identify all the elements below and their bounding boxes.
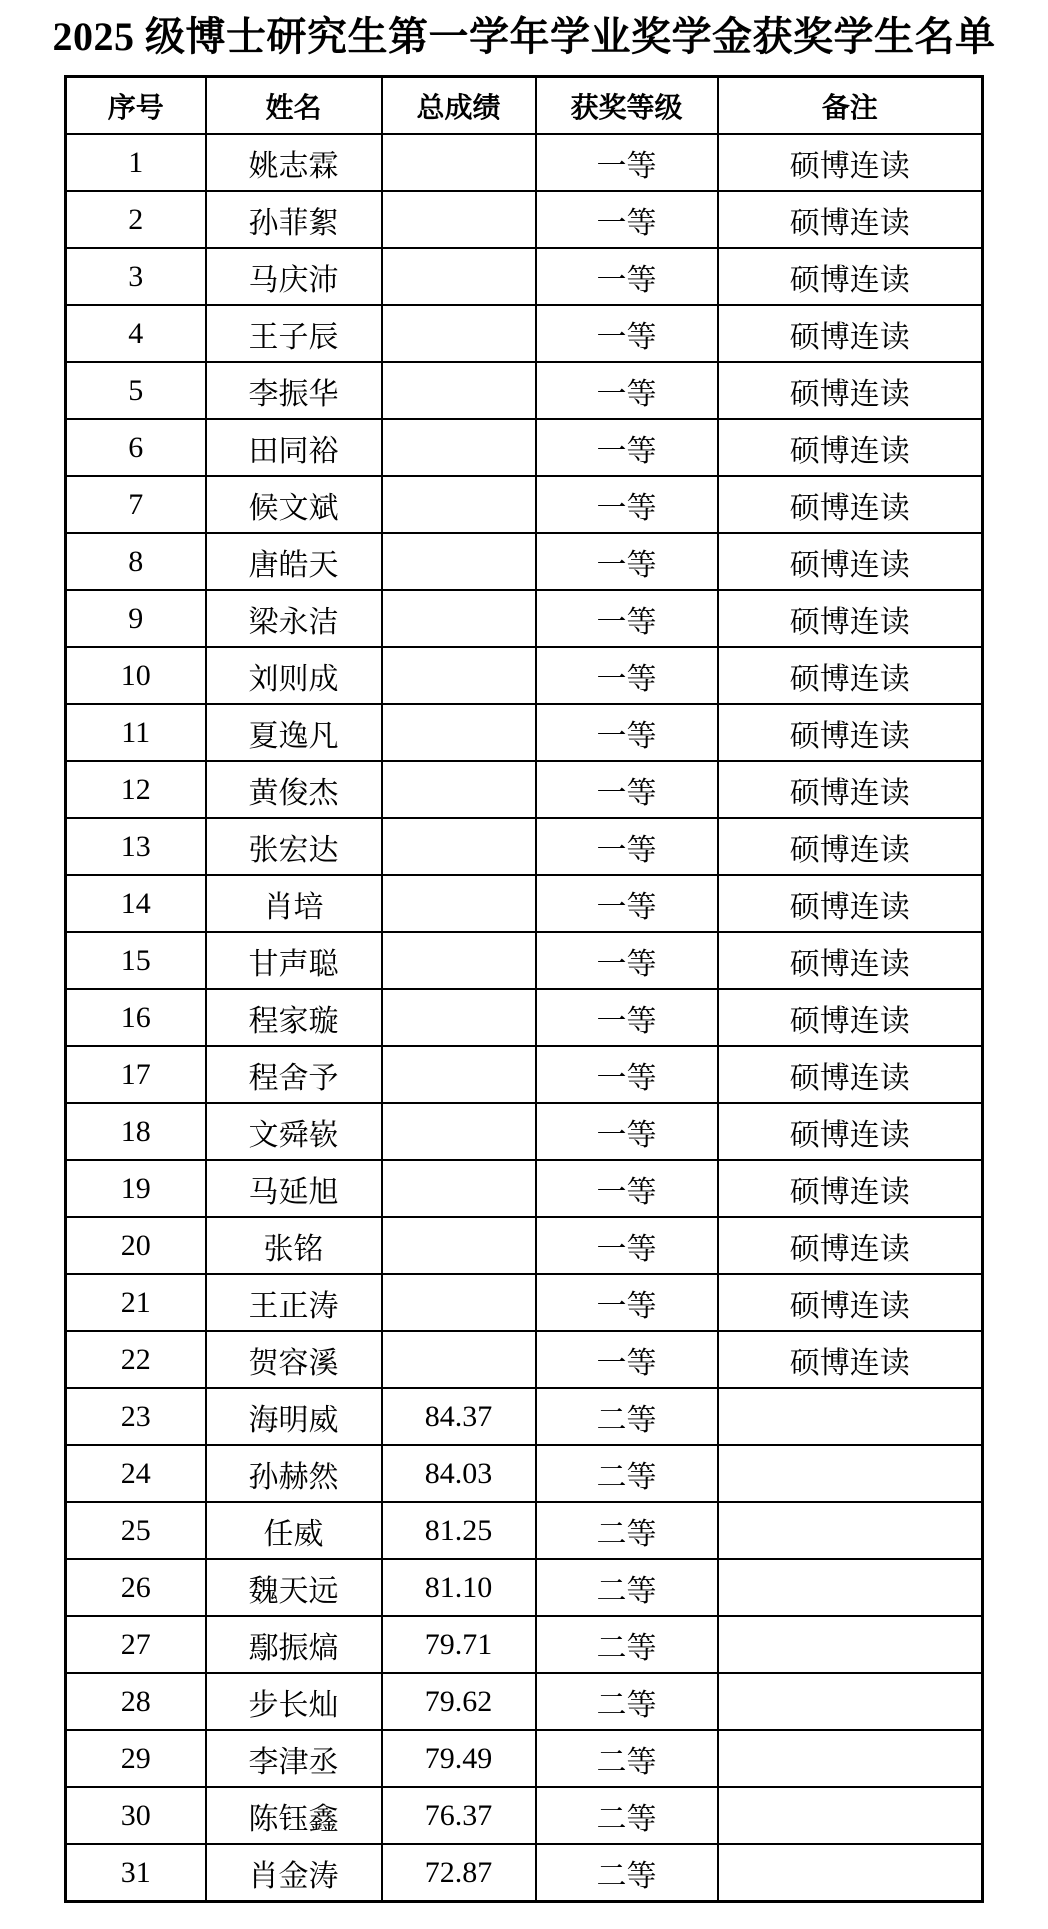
- cell-total-score: [382, 305, 536, 362]
- cell-remark: 硕博连读: [718, 1046, 983, 1103]
- table-row: [66, 1844, 983, 1902]
- cell-student-name: 王正涛: [206, 1274, 382, 1331]
- cell-total-score: 81.25: [382, 1502, 536, 1559]
- table-row: [66, 1559, 983, 1616]
- cell-award-level: 一等: [536, 590, 718, 647]
- cell-remark: 硕博连读: [718, 305, 983, 362]
- cell-total-score: [382, 818, 536, 875]
- cell-index: 2: [66, 191, 206, 248]
- cell-award-level: 二等: [536, 1730, 718, 1787]
- cell-student-name: 张铭: [206, 1217, 382, 1274]
- table-row: [66, 1388, 983, 1445]
- cell-index: 13: [66, 818, 206, 875]
- cell-remark: [718, 1559, 983, 1616]
- cell-student-name: 贺容溪: [206, 1331, 382, 1388]
- cell-remark: 硕博连读: [718, 419, 983, 476]
- cell-student-name: 李津丞: [206, 1730, 382, 1787]
- table-row: [66, 419, 983, 476]
- cell-student-name: 黄俊杰: [206, 761, 382, 818]
- table-row: [66, 1616, 983, 1673]
- cell-total-score: [382, 647, 536, 704]
- table-row: [66, 647, 983, 704]
- cell-student-name: 鄢振熇: [206, 1616, 382, 1673]
- cell-award-level: 一等: [536, 362, 718, 419]
- cell-total-score: [382, 932, 536, 989]
- cell-award-level: 一等: [536, 818, 718, 875]
- table-row: [66, 134, 983, 191]
- cell-student-name: 王子辰: [206, 305, 382, 362]
- cell-total-score: [382, 704, 536, 761]
- cell-student-name: 姚志霖: [206, 134, 382, 191]
- cell-award-level: 一等: [536, 419, 718, 476]
- cell-remark: [718, 1502, 983, 1559]
- cell-index: 4: [66, 305, 206, 362]
- table-body: [66, 134, 983, 1902]
- scholarship-award-table: [64, 75, 984, 1903]
- cell-award-level: 一等: [536, 1331, 718, 1388]
- cell-award-level: 一等: [536, 476, 718, 533]
- cell-remark: 硕博连读: [718, 875, 983, 932]
- cell-award-level: 二等: [536, 1787, 718, 1844]
- cell-student-name: 步长灿: [206, 1673, 382, 1730]
- cell-index: 21: [66, 1274, 206, 1331]
- cell-student-name: 田同裕: [206, 419, 382, 476]
- cell-award-level: 一等: [536, 1217, 718, 1274]
- cell-index: 3: [66, 248, 206, 305]
- cell-total-score: 76.37: [382, 1787, 536, 1844]
- table-row: [66, 533, 983, 590]
- cell-remark: 硕博连读: [718, 1160, 983, 1217]
- cell-award-level: 一等: [536, 248, 718, 305]
- cell-index: 6: [66, 419, 206, 476]
- cell-total-score: 79.71: [382, 1616, 536, 1673]
- table-row: [66, 1673, 983, 1730]
- cell-index: 8: [66, 533, 206, 590]
- cell-index: 1: [66, 134, 206, 191]
- cell-award-level: 二等: [536, 1388, 718, 1445]
- cell-remark: [718, 1787, 983, 1844]
- cell-student-name: 马庆沛: [206, 248, 382, 305]
- column-header: 序号: [66, 77, 206, 135]
- cell-total-score: [382, 590, 536, 647]
- cell-total-score: [382, 191, 536, 248]
- cell-student-name: 张宏达: [206, 818, 382, 875]
- table-row: [66, 1331, 983, 1388]
- cell-remark: 硕博连读: [718, 1331, 983, 1388]
- cell-remark: 硕博连读: [718, 704, 983, 761]
- cell-student-name: 候文斌: [206, 476, 382, 533]
- cell-award-level: 一等: [536, 134, 718, 191]
- header-row: [66, 77, 983, 135]
- cell-index: 26: [66, 1559, 206, 1616]
- cell-award-level: 一等: [536, 704, 718, 761]
- cell-student-name: 文舜嵚: [206, 1103, 382, 1160]
- cell-student-name: 任威: [206, 1502, 382, 1559]
- cell-award-level: 一等: [536, 647, 718, 704]
- table-row: [66, 989, 983, 1046]
- cell-remark: [718, 1445, 983, 1502]
- cell-remark: 硕博连读: [718, 362, 983, 419]
- table-row: [66, 1502, 983, 1559]
- column-header: 总成绩: [382, 77, 536, 135]
- cell-award-level: 一等: [536, 1046, 718, 1103]
- cell-award-level: 一等: [536, 1160, 718, 1217]
- cell-remark: 硕博连读: [718, 1103, 983, 1160]
- page-title: 2025 级博士研究生第一学年学业奖学金获奖学生名单: [52, 14, 996, 59]
- cell-index: 27: [66, 1616, 206, 1673]
- cell-remark: 硕博连读: [718, 134, 983, 191]
- cell-student-name: 孙赫然: [206, 1445, 382, 1502]
- cell-index: 10: [66, 647, 206, 704]
- cell-total-score: 81.10: [382, 1559, 536, 1616]
- cell-award-level: 一等: [536, 932, 718, 989]
- cell-remark: 硕博连读: [718, 932, 983, 989]
- column-header: 备注: [718, 77, 983, 135]
- table-row: [66, 761, 983, 818]
- cell-remark: 硕博连读: [718, 647, 983, 704]
- table-row: [66, 1160, 983, 1217]
- table-row: [66, 1274, 983, 1331]
- cell-total-score: [382, 248, 536, 305]
- table-row: [66, 1787, 983, 1844]
- cell-total-score: [382, 989, 536, 1046]
- cell-student-name: 夏逸凡: [206, 704, 382, 761]
- table-row: [66, 362, 983, 419]
- table-row: [66, 590, 983, 647]
- cell-index: 7: [66, 476, 206, 533]
- table-row: [66, 476, 983, 533]
- table-row: [66, 248, 983, 305]
- cell-student-name: 程家璇: [206, 989, 382, 1046]
- cell-remark: 硕博连读: [718, 533, 983, 590]
- cell-award-level: 一等: [536, 1274, 718, 1331]
- cell-student-name: 马延旭: [206, 1160, 382, 1217]
- table-row: [66, 875, 983, 932]
- table-row: [66, 818, 983, 875]
- table-row: [66, 1046, 983, 1103]
- cell-total-score: 79.49: [382, 1730, 536, 1787]
- cell-remark: 硕博连读: [718, 761, 983, 818]
- cell-student-name: 唐皓天: [206, 533, 382, 590]
- cell-award-level: 二等: [536, 1559, 718, 1616]
- cell-total-score: [382, 476, 536, 533]
- table-row: [66, 1445, 983, 1502]
- cell-index: 11: [66, 704, 206, 761]
- cell-student-name: 陈钰鑫: [206, 1787, 382, 1844]
- cell-index: 18: [66, 1103, 206, 1160]
- cell-student-name: 程舍予: [206, 1046, 382, 1103]
- cell-total-score: [382, 419, 536, 476]
- cell-index: 17: [66, 1046, 206, 1103]
- cell-index: 30: [66, 1787, 206, 1844]
- cell-total-score: [382, 875, 536, 932]
- cell-total-score: [382, 1103, 536, 1160]
- table-row: [66, 1217, 983, 1274]
- column-header: 获奖等级: [536, 77, 718, 135]
- cell-award-level: 一等: [536, 989, 718, 1046]
- cell-total-score: [382, 1274, 536, 1331]
- cell-student-name: 孙菲絮: [206, 191, 382, 248]
- table-row: [66, 704, 983, 761]
- cell-student-name: 魏天远: [206, 1559, 382, 1616]
- cell-award-level: 二等: [536, 1673, 718, 1730]
- cell-remark: [718, 1388, 983, 1445]
- cell-award-level: 一等: [536, 1103, 718, 1160]
- cell-award-level: 二等: [536, 1502, 718, 1559]
- cell-index: 15: [66, 932, 206, 989]
- cell-remark: 硕博连读: [718, 1274, 983, 1331]
- table-row: [66, 1103, 983, 1160]
- cell-index: 14: [66, 875, 206, 932]
- cell-total-score: 84.37: [382, 1388, 536, 1445]
- cell-award-level: 一等: [536, 305, 718, 362]
- cell-award-level: 一等: [536, 191, 718, 248]
- cell-index: 12: [66, 761, 206, 818]
- cell-remark: [718, 1844, 983, 1902]
- cell-remark: 硕博连读: [718, 248, 983, 305]
- cell-total-score: [382, 761, 536, 818]
- cell-index: 22: [66, 1331, 206, 1388]
- cell-index: 19: [66, 1160, 206, 1217]
- cell-remark: 硕博连读: [718, 476, 983, 533]
- cell-award-level: 二等: [536, 1844, 718, 1902]
- cell-index: 20: [66, 1217, 206, 1274]
- table-row: [66, 191, 983, 248]
- cell-total-score: [382, 362, 536, 419]
- cell-total-score: [382, 134, 536, 191]
- cell-award-level: 一等: [536, 875, 718, 932]
- cell-student-name: 李振华: [206, 362, 382, 419]
- cell-total-score: [382, 1046, 536, 1103]
- cell-total-score: [382, 533, 536, 590]
- cell-index: 5: [66, 362, 206, 419]
- cell-total-score: [382, 1331, 536, 1388]
- cell-remark: [718, 1673, 983, 1730]
- cell-award-level: 一等: [536, 761, 718, 818]
- cell-remark: 硕博连读: [718, 989, 983, 1046]
- cell-student-name: 梁永洁: [206, 590, 382, 647]
- cell-remark: 硕博连读: [718, 590, 983, 647]
- cell-index: 23: [66, 1388, 206, 1445]
- cell-award-level: 二等: [536, 1616, 718, 1673]
- cell-award-level: 一等: [536, 533, 718, 590]
- cell-remark: 硕博连读: [718, 818, 983, 875]
- cell-index: 31: [66, 1844, 206, 1902]
- cell-index: 16: [66, 989, 206, 1046]
- cell-award-level: 二等: [536, 1445, 718, 1502]
- table-row: [66, 305, 983, 362]
- cell-student-name: 肖金涛: [206, 1844, 382, 1902]
- cell-total-score: 79.62: [382, 1673, 536, 1730]
- table-row: [66, 1730, 983, 1787]
- cell-student-name: 海明威: [206, 1388, 382, 1445]
- cell-index: 28: [66, 1673, 206, 1730]
- cell-total-score: [382, 1217, 536, 1274]
- cell-student-name: 肖培: [206, 875, 382, 932]
- cell-total-score: [382, 1160, 536, 1217]
- cell-index: 25: [66, 1502, 206, 1559]
- cell-remark: [718, 1730, 983, 1787]
- cell-index: 9: [66, 590, 206, 647]
- cell-total-score: 72.87: [382, 1844, 536, 1902]
- cell-remark: 硕博连读: [718, 191, 983, 248]
- cell-index: 29: [66, 1730, 206, 1787]
- column-header: 姓名: [206, 77, 382, 135]
- cell-student-name: 刘则成: [206, 647, 382, 704]
- cell-student-name: 甘声聪: [206, 932, 382, 989]
- table-row: [66, 932, 983, 989]
- cell-total-score: 84.03: [382, 1445, 536, 1502]
- cell-remark: 硕博连读: [718, 1217, 983, 1274]
- cell-index: 24: [66, 1445, 206, 1502]
- cell-remark: [718, 1616, 983, 1673]
